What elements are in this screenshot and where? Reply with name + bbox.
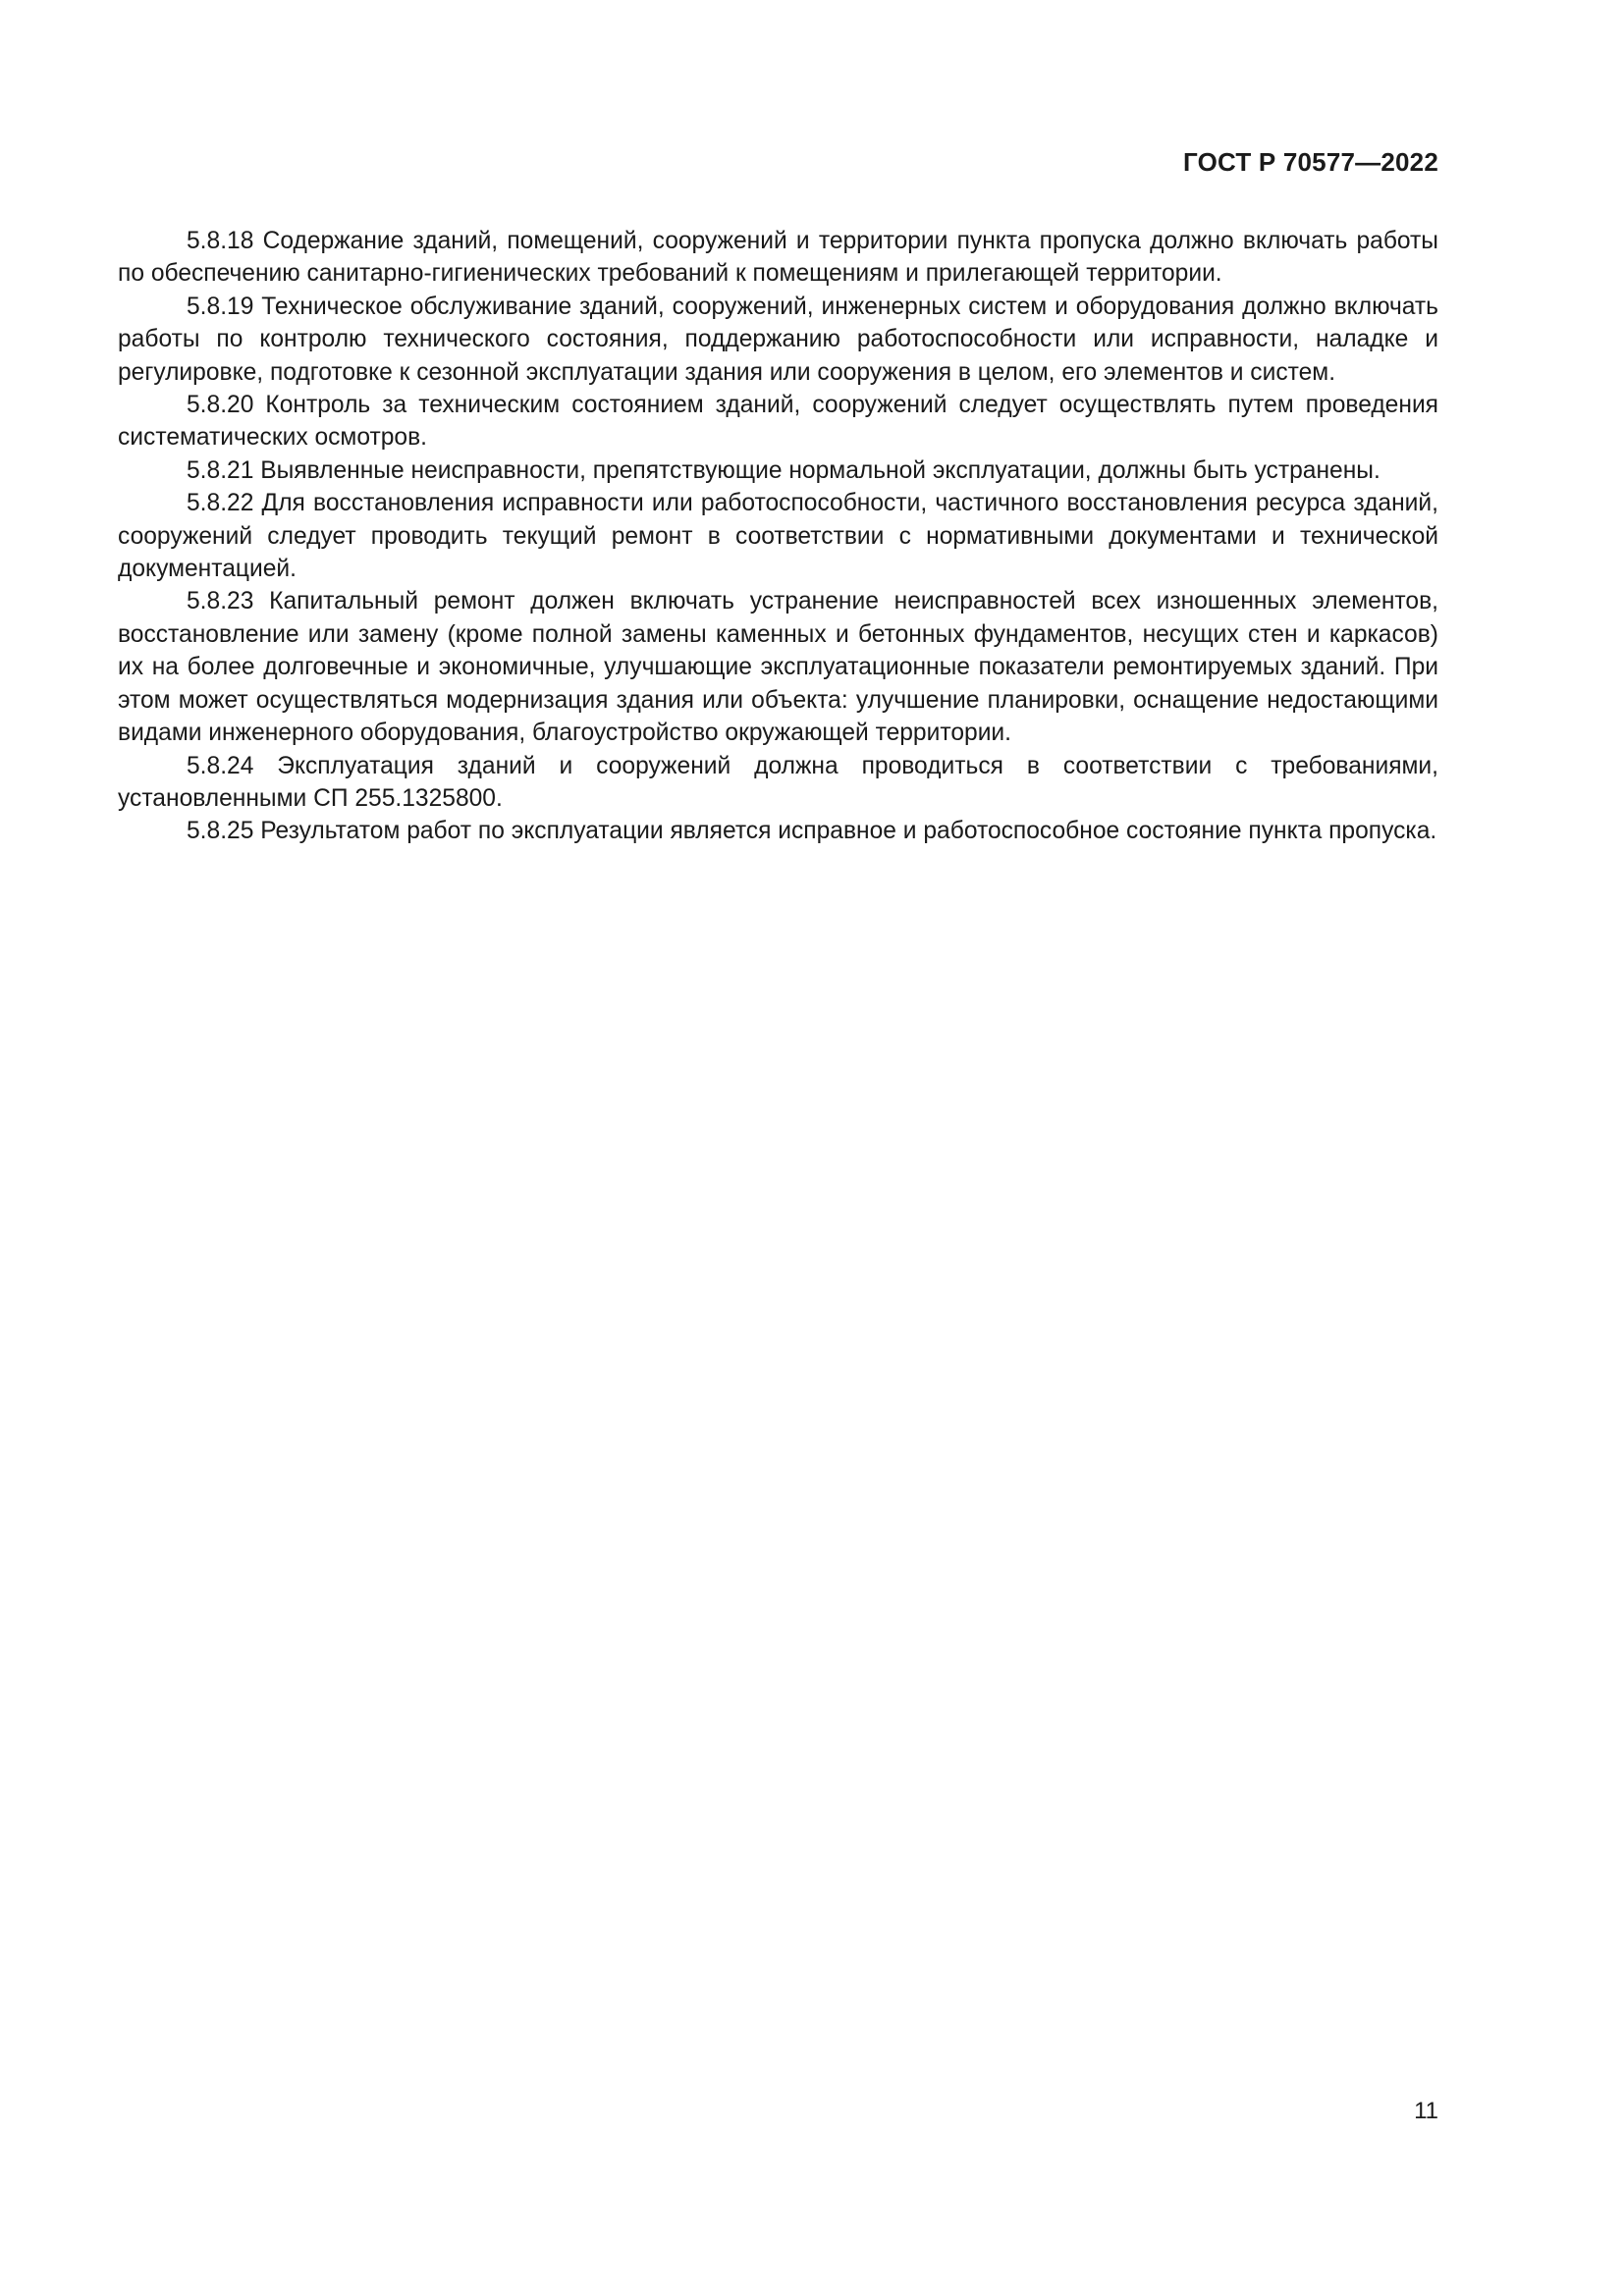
page-number: 11 [1414, 2098, 1438, 2124]
paragraph-5-8-21: 5.8.21 Выявленные неисправности, препятствующие нормальной эксплуатации, должны быть устранены. [187, 456, 1380, 484]
paragraph-5-8-22: 5.8.22 Для восстановления исправности или работоспособности, частичного восстановления ресурса зданий, сооружений следует проводить текущий ремонт в соответствии с нормативными документами и технической документацией. [118, 490, 1438, 583]
paragraph-5-8-20: 5.8.20 Контроль за техническим состоянием зданий, сооружений следует осуществлять путем проведения систематических осмотров. [118, 392, 1438, 452]
paragraph-5-8-25: 5.8.25 Результатом работ по эксплуатации является исправное и работоспособное состояние пункта пропуска. [187, 818, 1437, 845]
paragraph-5-8-19: 5.8.19 Техническое обслуживание зданий, сооружений, инженерных систем и оборудования должно включать работы по контролю технического состояния, поддержанию работоспособности или исправности, наладке и регулировке, подготовке к сезонной эксплуатации здания или сооружения в целом, его элементов и систем. [118, 293, 1438, 386]
document-body [118, 225, 1438, 848]
paragraph-5-8-23: 5.8.23 Капитальный ремонт должен включать устранение неисправностей всех изношенных элементов, восстановление или замену (кроме полной замены каменных и бетонных фундаментов, несущих стен и каркасов) их на более долговечные и экономичные, улучшающие эксплуатационные показатели ремонтируемых зданий. При этом может осуществляться модернизация здания или объекта: улучшение планировки, оснащение недостающими видами инженерного оборудования, благоустройство окружающей территории. [118, 588, 1438, 747]
document-header-code: ГОСТ Р 70577—2022 [1183, 147, 1438, 177]
paragraph-5-8-24: 5.8.24 Эксплуатация зданий и сооружений должна проводиться в соответствии с требованиями, установленными СП 255.1325800. [118, 752, 1438, 812]
paragraph-5-8-18: 5.8.18 Содержание зданий, помещений, сооружений и территории пункта пропуска должно включать работы по обеспечению санитарно-гигиенических требований к помещениям и прилегающей территории. [118, 228, 1438, 288]
